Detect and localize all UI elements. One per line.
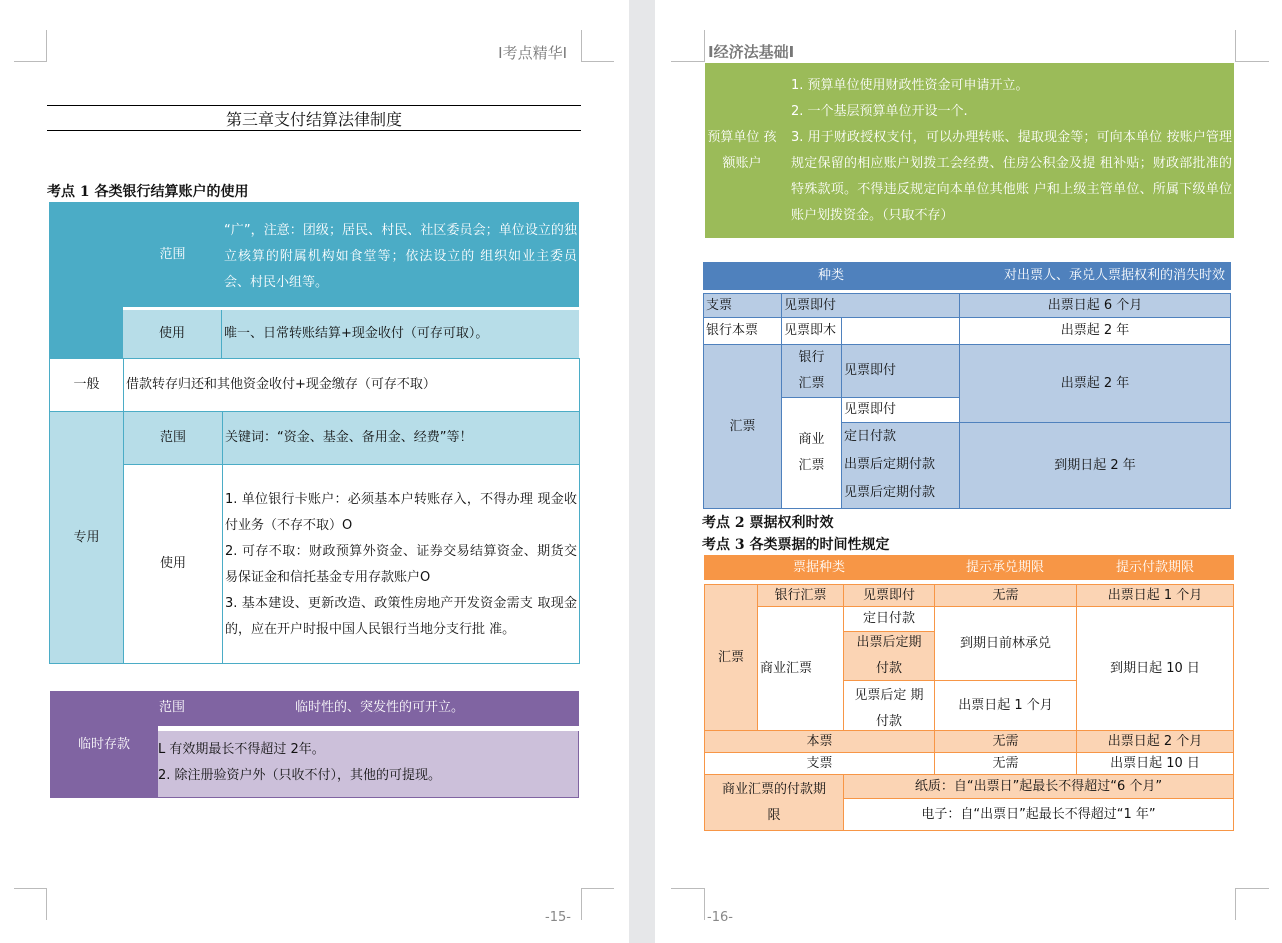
check-type: 见票即付 [781,293,960,318]
promissory-term: 出票起 2 年 [959,317,1231,345]
commercial-type: 见票即付 [841,397,960,423]
promissory-pay: 出票日起 2 个月 [1076,730,1234,753]
limit-label: 商业汇票的付款期限 [704,774,844,831]
check-accept: 无需 [934,752,1077,775]
corner-mark [14,30,47,62]
special-use-item: 2. 可存不取：财政预算外资金、证券交易结算资金、期货交易保证金和信托基金专用存款账户O [225,544,577,585]
check-label: 支票 [704,752,935,775]
special-use-label: 使用 [123,464,223,664]
bank-accept: 无需 [934,584,1077,607]
promissory-type: 见票即木 [781,317,842,345]
paper-limit: 纸质：自“出票日”起最长不得超过“6 个月” [843,774,1234,799]
bank-pay: 出票日起 1 个月 [1076,584,1234,607]
temporary-scope-text: 临时性的、突发性的可开立。 [287,691,579,726]
fixed-accept: 到期日前林承兑 [934,606,1077,681]
basic-scope-text: “广”，注意：团级；居民、村民、社区委员会；单位设立的独立核算的附属机构如食堂等；依法设立的 组织如业主委员会、村民小组等。 [222,202,579,307]
promissory-label: 银行本票 [703,317,782,345]
special-use-text [222,464,580,664]
empty-cell [841,317,960,345]
running-header: Ⅰ考点精华Ⅰ [498,44,567,62]
commercial-term: 到期日起 2 年 [959,422,1231,509]
zero-balance-item: 1. 预算单位使用财政性资金可申请开立。 [791,78,1029,93]
temporary-use-item: L 有效期最长不得超过 2年。 [158,742,325,757]
basic-label-cell [49,202,123,358]
after-issue: 出票后定期付款 [843,631,935,681]
temporary-use-text [157,731,579,798]
temporary-use-item: 2. 除注册验资户外（只收不付），其他的可提现。 [158,768,442,783]
draft-label: 汇票 [703,344,782,509]
check-label: 支票 [703,293,782,318]
draft-label: 汇票 [704,584,758,731]
after-sight-accept: 出票日起 1 个月 [934,680,1077,731]
running-header: Ⅰ经济法基础Ⅰ [708,43,795,61]
title-rule-bottom [47,130,581,131]
corner-mark [1235,888,1269,920]
column-header: 提示付款期限 [1076,555,1234,580]
corner-mark [581,888,614,920]
zero-balance-text [779,63,1234,238]
basic-scope-label: 范围 [123,202,222,307]
after-sight: 见票后定 期付款 [843,680,935,731]
section-heading: 考点 2 票据权利时效 [702,515,834,531]
special-use-item: 3. 基本建设、更新改造、政策性房地产开发资金需支 取现金的，应在开户时报中国人民银行当地分支行批 准。 [225,596,577,637]
corner-mark [671,888,705,920]
bank-draft-label: 银行汇票 [781,344,842,398]
page-16 [655,0,1282,943]
general-label: 一般 [49,358,124,412]
special-scope-label: 范围 [123,411,223,465]
zero-balance-item: 3. 用于财政授权支付，可以办理转账、提取现金等；可向本单位 按账户管理规定保留的相应账户划拨工会经费、住房公积金及提 租补贴；财政部批准的特殊款项。不得违反规定向本单位其他账 户和上级主管单位、所属下级单位账户划拨资金。（只取不存） [791,130,1232,223]
page-number: -15- [545,910,571,925]
temporary-scope-label: 范围 [157,691,287,726]
commercial-label: 商业汇票 [757,606,844,731]
page-15 [0,0,629,943]
chapter-title: 第三章支付结算法律制度 [225,110,402,129]
column-header: 票据种类 [704,555,934,580]
special-scope-text: 关键词：“资金、基金、备用金、经费”等！ [222,411,580,465]
bank-draft-type: 见票即付 [841,344,960,398]
corner-mark [14,888,47,920]
commercial-types [841,422,960,509]
title-rule-top [47,105,581,106]
zero-balance-label: 预算单位 孩额账户 [705,63,779,238]
basic-use-label: 使用 [123,310,222,358]
corner-mark [1235,30,1269,62]
page-number: -16- [707,910,733,925]
commercial-type: 定日付款 [844,429,897,444]
special-use-item: 1. 单位银行卡账户：必须基本户转账存入，不得办理 现金收付业务（不存不取）O [225,492,577,533]
commercial-type: 出票后定期付款 [844,457,936,472]
bank-draft-label: 银行汇票 [757,584,844,607]
temporary-label: 临时存款 [50,691,158,798]
fixed-date: 定日付款 [843,606,935,632]
bank-draft-type: 见票即付 [843,584,935,607]
section-heading: 考点 3 各类票据的时间性规定 [702,537,890,553]
check-term: 出票日起 6 个月 [959,293,1231,318]
basic-use-text: 唯一、日常转账结算+现金收付（可存可取）。 [222,310,579,358]
commercial-type: 见票后定期付款 [844,485,936,500]
general-text: 借款转存归还和其他资金收付+现金缴存（可存不取） [123,358,580,412]
electronic-limit: 电子：自“出票日”起最长不得超过“1 年” [843,798,1234,831]
check-pay: 出票日起 10 日 [1076,752,1234,775]
bank-draft-term: 出票起 2 年 [959,344,1231,423]
commercial-pay: 到期日起 10 日 [1076,606,1234,731]
column-header: 对出票人、承兑人票据权利的消失时效 [959,262,1231,290]
special-label: 专用 [49,411,124,664]
column-header: 提示承兑期限 [934,555,1076,580]
zero-balance-item: 2. 一个基层预算单位开设一个. [791,104,968,119]
promissory-label: 本票 [704,730,935,753]
promissory-accept: 无需 [934,730,1077,753]
section-heading: 考点 1 各类银行结算账户的使用 [47,184,249,200]
corner-mark [581,30,614,62]
column-header: 种类 [703,262,959,290]
corner-mark [671,30,705,62]
commercial-draft-label: 商业汇票 [781,397,842,509]
